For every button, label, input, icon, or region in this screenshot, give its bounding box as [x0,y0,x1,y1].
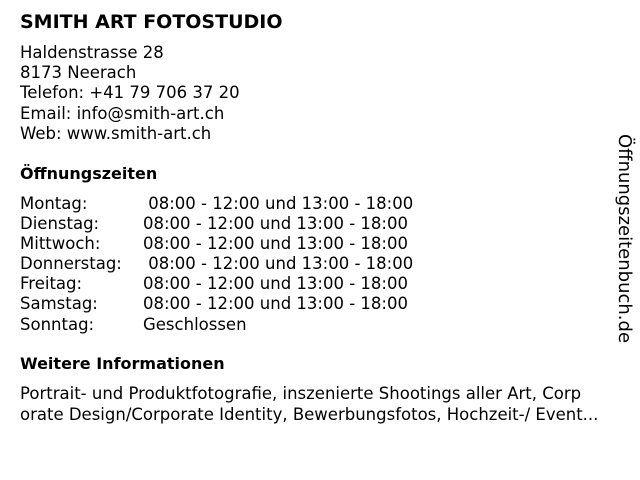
day-label: Sonntag: [20,314,95,334]
day-label: Freitag: [20,274,83,294]
contact-block [20,43,240,144]
hours-row [20,294,413,314]
opening-hours-heading: Öffnungszeiten [20,164,158,183]
more-info-line: Portrait- und Produktfotografie, inszenierte Shootings aller Art, Corp [20,384,582,403]
hours-value: 08:00 - 12:00 und 13:00 - 18:00 [143,194,414,213]
day-label: Samstag: [20,294,98,314]
hours-row [20,214,413,234]
website: Web: www.smith-art.ch [20,123,212,143]
hours-row [20,254,413,274]
phone-number: Telefon: +41 79 706 37 20 [20,83,240,103]
hours-value: 08:00 - 12:00 und 13:00 - 18:00 [143,234,408,254]
hours-value: 08:00 - 12:00 und 13:00 - 18:00 [143,214,408,234]
email-address: Email: info@smith-art.ch [20,103,225,123]
hours-value: Geschlossen [143,314,247,334]
city-address: 8173 Neerach [20,63,137,83]
more-info-text [20,384,632,425]
opening-hours-table [20,194,413,335]
more-info-line: orate Design/Corporate Identity, Bewerbungsfotos, Hochzeit-/ Event... [20,404,599,424]
street-address: Haldenstrasse 28 [20,43,164,62]
hours-row [20,194,413,214]
watermark-text: Öffnungszeitenbuch.de [614,134,635,344]
hours-value: 08:00 - 12:00 und 13:00 - 18:00 [143,294,408,314]
day-label: Montag: [20,194,88,213]
more-info-heading: Weitere Informationen [20,354,225,373]
hours-row [20,234,413,254]
hours-row [20,274,413,294]
day-label: Mittwoch: [20,234,101,254]
hours-value: 08:00 - 12:00 und 13:00 - 18:00 [143,274,408,294]
business-name: SMITH ART FOTOSTUDIO [20,11,283,33]
day-label: Donnerstag: [20,254,122,274]
hours-row [20,315,413,335]
hours-value: 08:00 - 12:00 und 13:00 - 18:00 [143,254,414,274]
day-label: Dienstag: [20,214,100,234]
